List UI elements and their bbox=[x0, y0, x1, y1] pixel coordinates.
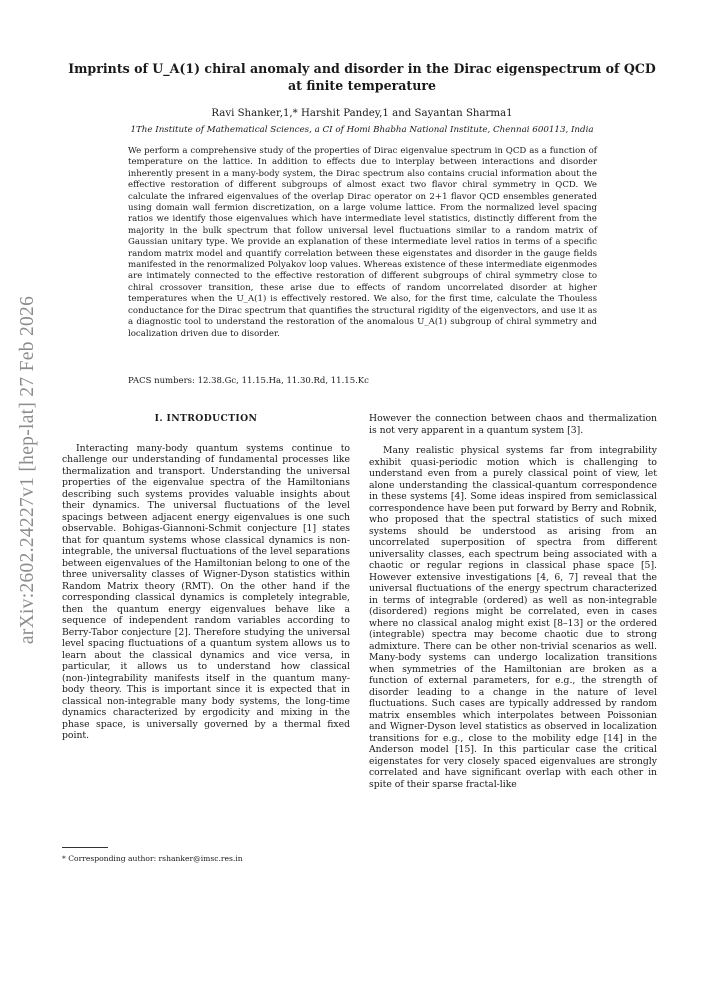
author-affiliation: 1The Institute of Mathematical Sciences, a CI of Homi Bhabha National Institute, Chennai 600113, India bbox=[130, 125, 594, 135]
arxiv-identifier-text: arXiv:2602.24227v1 [hep-lat] 27 Feb 2026 bbox=[17, 295, 39, 645]
section-heading-introduction: I. INTRODUCTION bbox=[154, 413, 258, 424]
intro-paragraph-1-continuation: However the connection between chaos and thermalization is not very apparent in a quantum system [3]. bbox=[369, 413, 657, 436]
author-list: Ravi Shanker,1,* Harshit Pandey,1 and Sayantan Sharma1 bbox=[211, 108, 513, 119]
corresponding-author-footnote: * Corresponding author: rshanker@imsc.res.in bbox=[62, 854, 243, 863]
paragraph-gap bbox=[369, 436, 657, 445]
intro-paragraph-1: Interacting many-body quantum systems continue to challenge our understanding of fundamental processes like thermalization and transport. Understanding the universal properties of the eigenvalue spectra of the Hamiltonians describing such systems provides valuable insights about their dynamics. The universal fluctuations of the level spacings between adjacent energy eigenvalues is one such observable. Bohigas-Giannoni-Schmit conjecture [1] states that for quantum systems whose classical dynamics is non-integrable, the universal fluctuations of the level separations between eigenvalues of the Hamiltonian belong to one of the three universality classes of Wigner-Dyson statistics within Random Matrix theory (RMT). On the other hand if the corresponding classical dynamics is completely integrable, then the quantum energy eigenvalues behave like a sequence of independent random variables according to Berry-Tabor conjecture [2]. Therefore studying the universal level spacing fluctuations of a quantum system allows us to learn about the classical dynamics and vice versa, in particular, it allows us to understand how classical (non-)integrability manifests itself in the quantum many-body theory. This is important since it is expected that in classical non-integrable many body systems, the long-time dynamics characterized by ergodicity and mixing in the phase space, is universally governed by a thermal fixed point. bbox=[62, 442, 350, 741]
footnote-divider bbox=[62, 847, 108, 848]
intro-paragraph-2: Many realistic physical systems far from integrability exhibit quasi-periodic motion which is challenging to understand even from a purely classical point of view, let alone understanding the classical-quantum correspondence in these systems [4]. Some ideas inspired from semiclassical correspondence have been put forward by Berry and Robnik, who proposed that the spectral statistics of such mixed systems should be understood as arising from an uncorrelated superposition of spectra from different universality classes, each spectrum being associated with a chaotic or regular regions in classical phase space [5]. However extensive investigations [4, 6, 7] reveal that the universal fluctuations of the energy spectrum characterized in terms of integrable (ordered) as well as non-integrable (disordered) regions might be correlated, even in cases where no classical analog might exist [8–13] or the ordered (integrable) spectra may become chaotic due to strong admixture. There can be other non-trivial scenarios as well. Many-body systems can undergo localization transitions when symmetries of the Hamiltonian are broken as a function of external parameters, for e.g., the strength of disorder leading to a change in the nature of level fluctuations. Such cases are typically addressed by random matrix ensembles which interpolates between Poissonian and Wigner-Dyson level statistics as observed in localization transitions for e.g., close to the mobility edge [14] in the Anderson model [15]. In this particular case the critical eigenstates for very closely spaced eigenvalues are strongly correlated and have significant overlap with each other in spite of their sparse fractal-like bbox=[369, 445, 657, 790]
paper-title: Imprints of U_A(1) chiral anomaly and disorder in the Dirac eigenspectrum of QCD at finite temperature bbox=[68, 61, 656, 93]
arxiv-identifier-stamp bbox=[0, 280, 56, 660]
abstract: We perform a comprehensive study of the properties of Dirac eigenvalue spectrum in QCD as a function of temperature on the lattice. In addition to effects due to interplay between interactions and disorder inherently present in a many-body system, the Dirac spectrum also contains crucial information about the effective restoration of different subgroups of almost exact two flavor chiral symmetry in QCD. We calculate the infrared eigenvalues of the overlap Dirac operator on 2+1 flavor QCD ensembles generated using domain wall fermion discretization, on a large volume lattice. From the normalized level spacing ratios we identify those eigenvalues which have intermediate level statistics, distinctly different from the majority in the bulk spectrum that follow universal level fluctuations similar to a random matrix of Gaussian unitary type. We provide an explanation of these intermediate level ratios in terms of a specific random matrix model and quantify correlation between these eigenstates and disorder in the gauge fields manifested in the renormalized Polyakov loop values. Whereas existence of these intermediate eigenmodes are intimately connected to the effective restoration of different subgroups of chiral symmetry close to chiral crossover transition, these arise due to effects of random uncorrelated disorder at higher temperatures when the U_A(1) is effectively restored. We also, for the first time, calculate the Thouless conductance for the Dirac spectrum that quantifies the structural rigidity of the eigenvectors, and use it as a diagnostic tool to understand the restoration of the anomalous U_A(1) subgroup of chiral symmetry and localization driven due to disorder. bbox=[128, 146, 597, 339]
left-column bbox=[62, 413, 350, 742]
pacs-numbers: PACS numbers: 12.38.Gc, 11.15.Ha, 11.30.Rd, 11.15.Kc bbox=[128, 376, 369, 386]
right-column bbox=[369, 413, 657, 790]
